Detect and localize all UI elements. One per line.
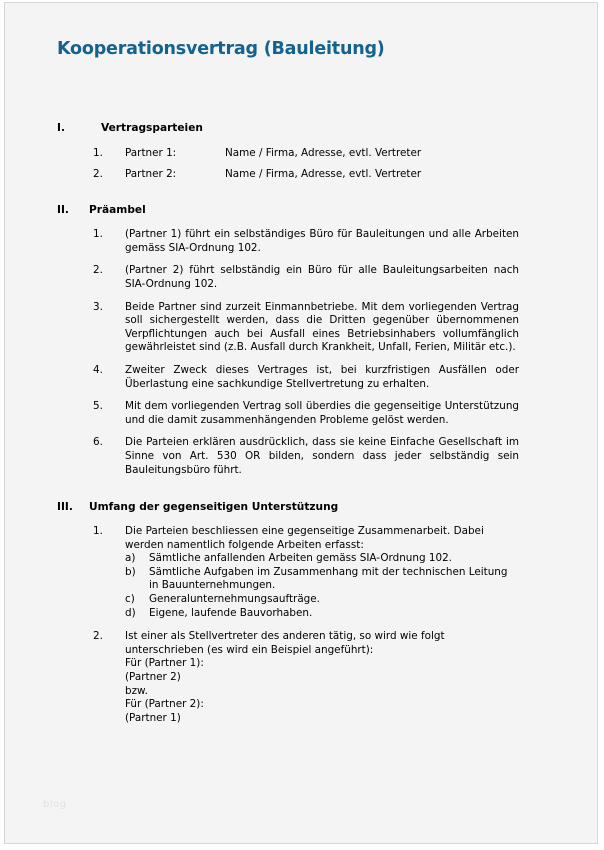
list-marker: 1.: [93, 525, 103, 538]
sublist-marker: a): [125, 552, 136, 565]
list-item: [57, 525, 598, 620]
numbered-list: [57, 525, 598, 725]
partner-value: Name / Firma, Adresse, evtl. Vertreter: [225, 167, 422, 180]
list-marker: 6.: [93, 436, 103, 449]
page-title: Kooperationsvertrag (Bauleitung): [57, 39, 385, 59]
section-numeral: I.: [57, 122, 65, 134]
list-item: [57, 400, 598, 427]
list-marker: 2.: [93, 167, 103, 180]
list-marker: 4.: [93, 363, 103, 376]
partner-value: Name / Firma, Adresse, evtl. Vertreter: [225, 147, 422, 159]
section-heading-text: Vertragsparteien: [101, 122, 203, 134]
list-item: [57, 264, 598, 291]
list-text: [125, 147, 519, 161]
section-numeral: III.: [57, 501, 73, 514]
signature-line: Für (Partner 2):: [125, 698, 204, 711]
numbered-list: [57, 228, 598, 477]
list-item: [57, 147, 598, 161]
list-marker: 2.: [93, 630, 103, 643]
list-marker: 5.: [93, 400, 103, 413]
sublist-item: [125, 566, 598, 593]
list-item: [57, 436, 598, 477]
section-praeambel: [5, 203, 598, 477]
section-umfang-unterstuetzung: [5, 500, 598, 725]
section-heading: [57, 203, 598, 217]
list-marker: 3.: [93, 300, 103, 313]
list-text: Mit dem vorliegenden Vertrag soll überdies die gegenseitige Unterstützung und die damit zusammenhängenden Probleme gelöst werden.: [125, 400, 519, 426]
section-heading: [57, 500, 598, 514]
list-item: [57, 630, 598, 725]
list-item: [57, 228, 598, 255]
list-text: Die Parteien erklären ausdrücklich, dass sie keine Einfache Gesellschaft im Sinne von Art. 530 OR bilden, sondern dass jeder selbständig sein Bauleitungsbüro führt.: [125, 436, 519, 476]
list-marker: 2.: [93, 264, 103, 277]
list-text: Ist einer als Stellvertreter des anderen tätig, so wird wie folgt unterschrieben (es wird ein Beispiel angeführt):: [125, 630, 445, 656]
partner-label: Partner 1:: [125, 147, 177, 159]
list-text: [125, 168, 519, 182]
sublist-text: Eigene, laufende Bauvorhaben.: [149, 606, 313, 619]
list-text: (Partner 2) führt selbständig ein Büro für alle Bauleitungsarbeiten nach SIA-Ordnung 102.: [125, 264, 519, 290]
sublist-item: [125, 593, 598, 607]
list-marker: 1.: [93, 147, 103, 159]
signature-line: bzw.: [125, 684, 148, 697]
list-item: [57, 301, 598, 355]
numbered-list: [57, 147, 598, 181]
partner-label: Partner 2:: [125, 167, 177, 180]
list-item: [57, 364, 598, 391]
list-text: Zweiter Zweck dieses Vertrages ist, bei kurzfristigen Ausfällen oder Überlastung eine sachkundige Stellvertretung zu erhalten.: [125, 363, 519, 390]
sublist-marker: d): [125, 606, 136, 619]
signature-line: (Partner 1): [125, 711, 181, 724]
signature-line: (Partner 2): [125, 671, 181, 684]
section-numeral: II.: [57, 204, 69, 217]
list-item: [57, 168, 598, 182]
section-vertragsparteien: [5, 121, 598, 181]
sublist-text: Sämtliche anfallenden Arbeiten gemäss SIA-Ordnung 102.: [149, 552, 452, 565]
document-body: [5, 121, 598, 725]
lettered-sublist: [125, 552, 598, 620]
list-text: Beide Partner sind zurzeit Einmannbetriebe. Mit dem vorliegenden Vertrag soll sichergestellt werden, dass die Dritten gegenüber übernommenen Verpflichtungen auch bei Ausfall eines Betriebsinhabers vollumfänglich gewährleistet sind (z.B. Ausfall durch Krankheit, Unfall, Ferien, Militär etc.).: [125, 300, 519, 354]
sublist-item: [125, 607, 598, 621]
sublist-marker: c): [125, 593, 135, 606]
sublist-text: Generalunternehmungsaufträge.: [149, 593, 320, 606]
list-text: Die Parteien beschliessen eine gegenseitige Zusammenarbeit. Dabei werden namentlich folgende Arbeiten erfasst:: [125, 525, 484, 551]
watermark: blog: [43, 799, 67, 810]
section-heading-text: Präambel: [89, 204, 146, 217]
list-marker: 1.: [93, 228, 103, 241]
list-text: (Partner 1) führt ein selbständiges Büro für Bauleitungen und alle Arbeiten gemäss SIA-Ordnung 102.: [125, 228, 519, 254]
signature-line: Für (Partner 1):: [125, 657, 204, 670]
section-heading: [57, 121, 598, 135]
document-page: [4, 2, 598, 844]
sublist-marker: b): [125, 565, 136, 578]
section-heading-text: Umfang der gegenseitigen Unterstützung: [89, 501, 339, 514]
sublist-text: Sämtliche Aufgaben im Zusammenhang mit der technischen Leitung in Bauunternehmungen.: [149, 565, 508, 592]
sublist-item: [125, 552, 598, 566]
